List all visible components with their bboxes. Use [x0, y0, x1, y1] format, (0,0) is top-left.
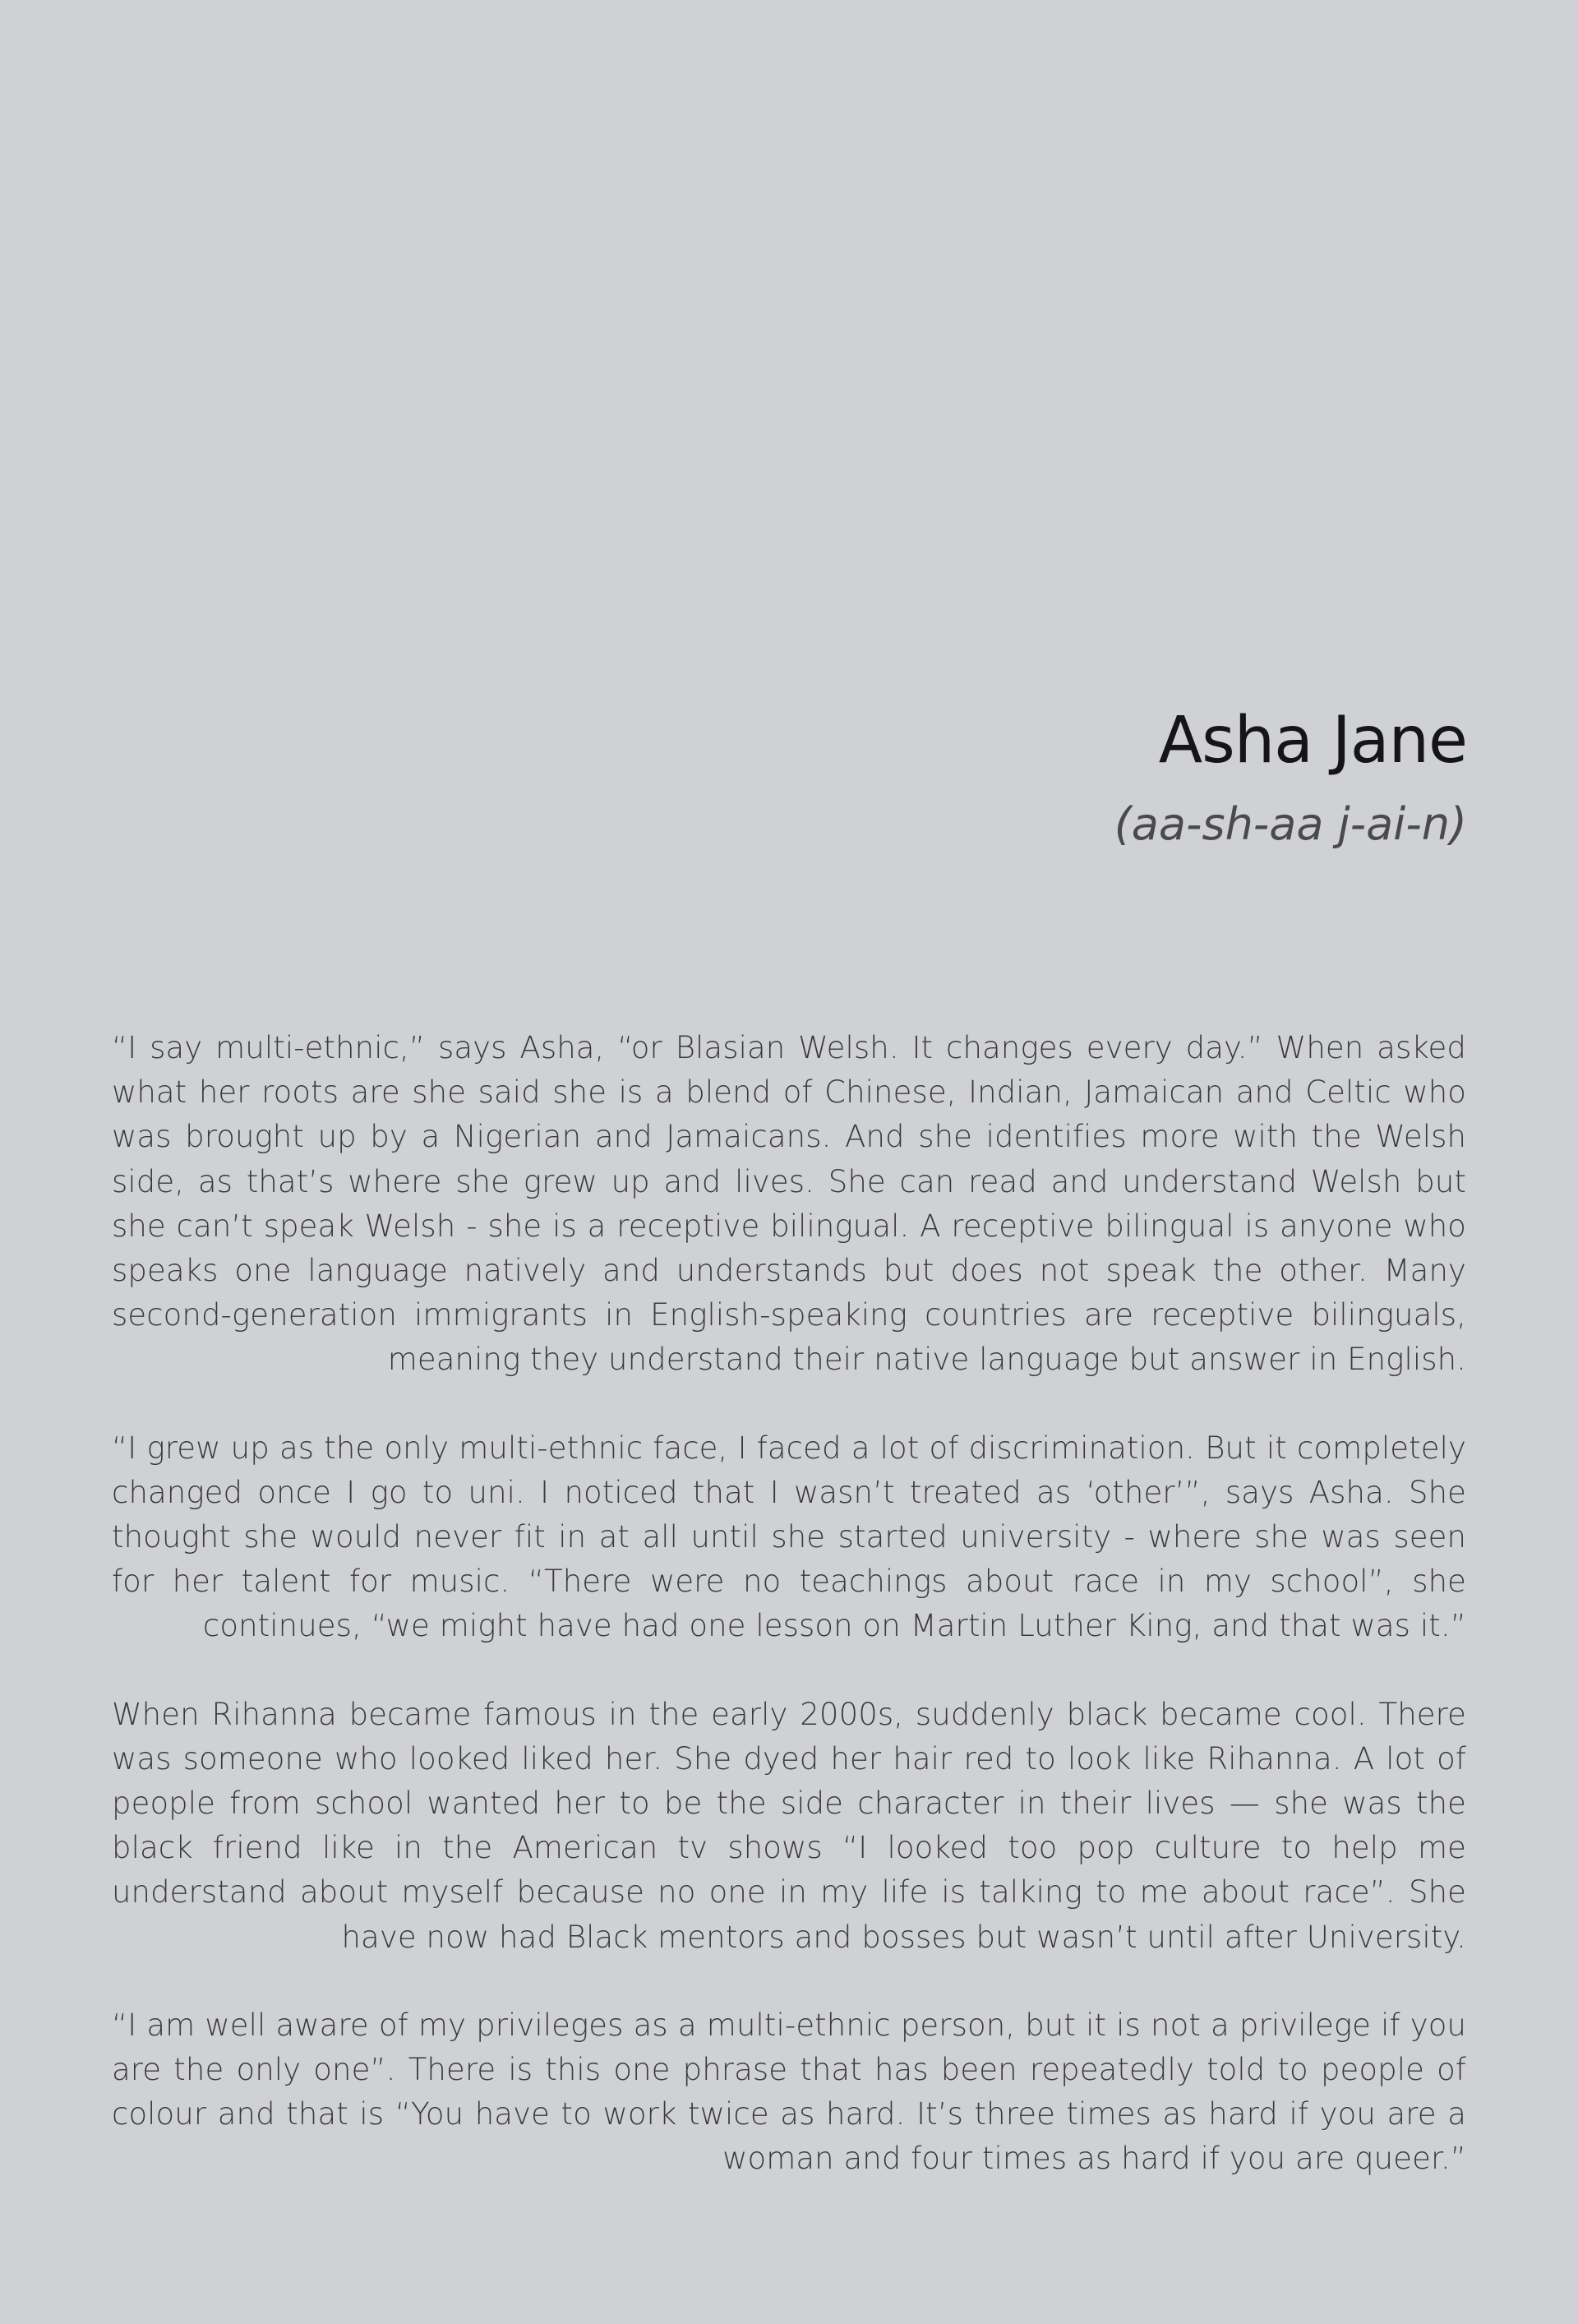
- article-body: [112, 1026, 1466, 2182]
- name-pronunciation: (aa-sh-aa j-ai-n): [1114, 797, 1467, 850]
- paragraph-4: “I am well aware of my privileges as a multi-ethnic person, but it is not a privilege if you are the only one”. There is this one phrase that has been repeatedly told to people of colour and that is “You have to work twice as hard. It’s three times as hard if you are a woman and four times as hard if you are queer.”: [112, 2007, 1466, 2177]
- title-block: [1114, 703, 1467, 851]
- paragraph-2: “I grew up as the only multi-ethnic face, I faced a lot of discrimination. But it completely changed once I go to uni. I noticed that I wasn’t treated as ‘other’”, says Asha. She thought she would never fit in at all until she started university - where she was seen for her talent for music. “There were no teachings about race in my school”, she continues, “we might have had one lesson on Martin Luther King, and that was it.”: [112, 1430, 1466, 1644]
- paragraph-3: When Rihanna became famous in the early 2000s, suddenly black became cool. There was someone who looked liked her. She dyed her hair red to look like Rihanna. A lot of people from school wanted her to be the side character in their lives — she was the black friend like in the American tv shows “I looked too pop culture to help me understand about myself because no one in my life is talking to me about race”. She have now had Black mentors and bosses but wasn’t until after University.: [112, 1696, 1466, 1955]
- page-title: Asha Jane: [1158, 704, 1467, 778]
- paragraph-1: “I say multi-ethnic,” says Asha, “or Blasian Welsh. It changes every day.” When asked what her roots are she said she is a blend of Chinese, Indian, Jamaican and Celtic who was brought up by a Nigerian and Jamaicans. And she identifies more with the Welsh side, as that’s where she grew up and lives. She can read and understand Welsh but she can’t speak Welsh - she is a receptive bilingual. A receptive bilingual is anyone who speaks one language natively and understands but does not speak the other. Many second-generation immigrants in English-speaking countries are receptive bilinguals, meaning they understand their native language but answer in English.: [112, 1030, 1466, 1378]
